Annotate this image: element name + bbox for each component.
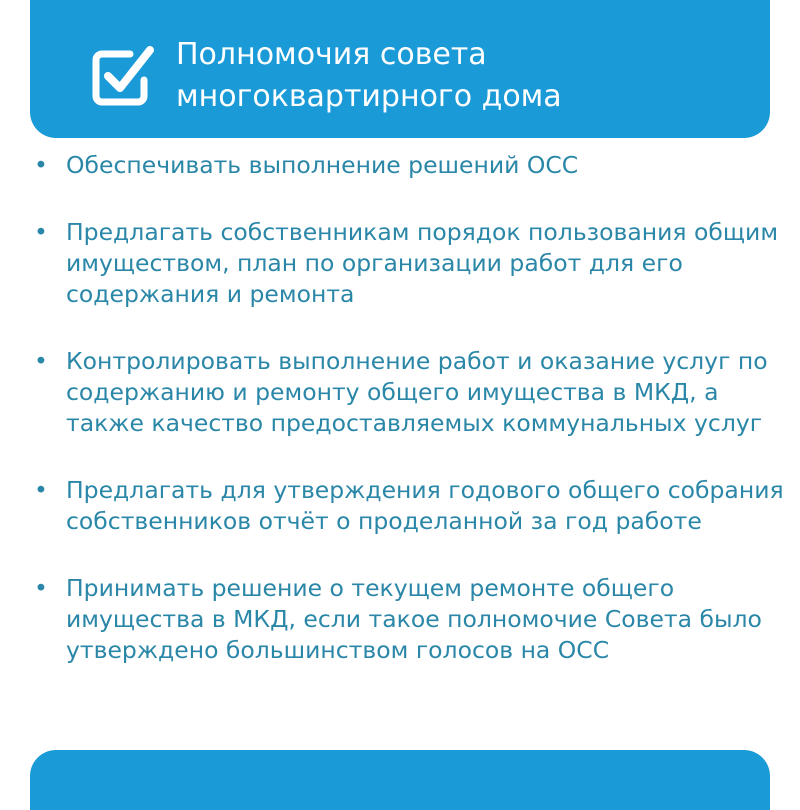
footer-banner: [30, 750, 770, 810]
checkbox-checked-icon: [88, 40, 158, 110]
item-text: Предлагать для утверждения годового общего собрания собственников отчёт о проделанной за год работе: [66, 476, 784, 535]
powers-list: [30, 150, 790, 702]
bullet: •: [34, 218, 48, 246]
item-text: Контролировать выполнение работ и оказание услуг по содержанию и ремонту общего имущества в МКД, а также качество предоставляемых коммунальных услуг: [66, 347, 768, 437]
title-line-2: многоквартирного дома: [176, 79, 562, 114]
item-text: Предлагать собственникам порядок пользования общим имуществом, план по организации работ для его содержания и ремонта: [66, 218, 779, 308]
item-text: Обеспечивать выполнение решений ОСС: [66, 151, 579, 179]
list-item: [30, 150, 790, 181]
header-banner: [30, 0, 770, 138]
page-title: [176, 34, 562, 118]
title-line-1: Полномочия совета: [176, 37, 487, 72]
list-item: [30, 217, 781, 310]
bullet: •: [34, 574, 48, 602]
item-text: Принимать решение о текущем ремонте общего имущества в МКД, если такое полномочие Совета было утверждено большинством голосов на ОСС: [66, 574, 762, 664]
list-item: [30, 573, 796, 666]
bullet: •: [34, 476, 48, 504]
bullet: •: [34, 151, 48, 179]
list-item: [30, 346, 786, 439]
bullet: •: [34, 347, 48, 375]
list-item: [30, 475, 786, 537]
